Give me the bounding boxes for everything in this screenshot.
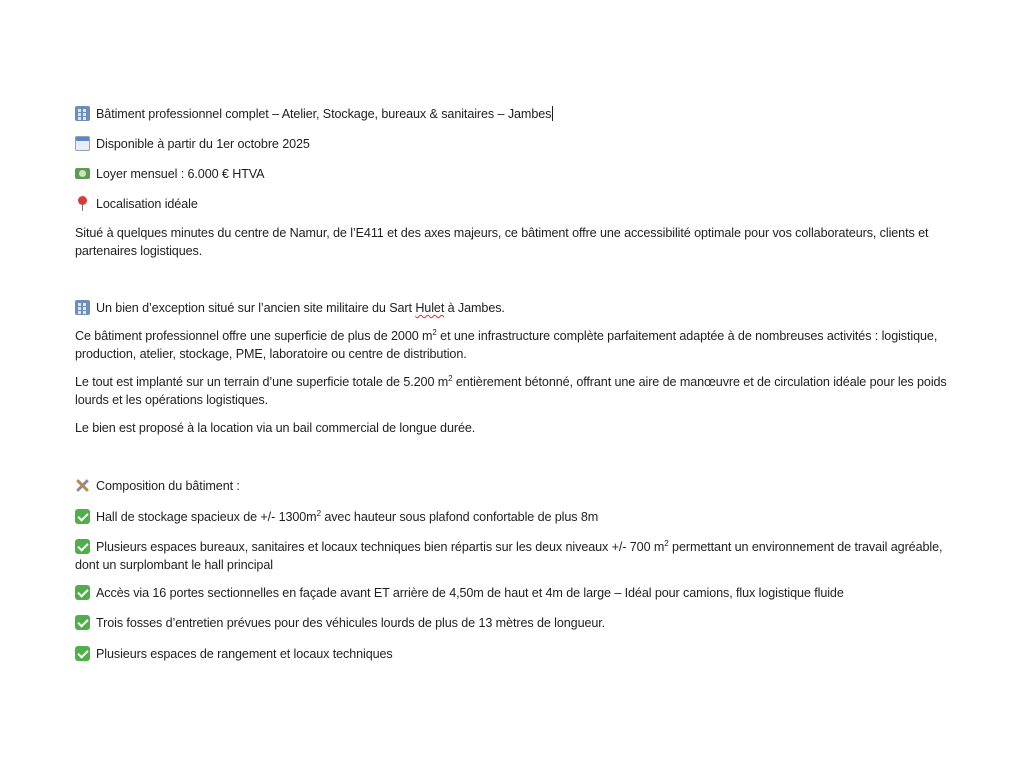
land-paragraph[interactable]	[75, 373, 955, 409]
check-mark-icon	[75, 615, 90, 630]
availability-line[interactable]	[75, 135, 310, 153]
location-heading-line[interactable]	[75, 195, 198, 213]
check-mark-icon	[75, 585, 90, 600]
superscript: 2	[448, 374, 453, 383]
superscript: 2	[432, 328, 437, 337]
surface-text-start: Ce bâtiment professionnel offre une superficie de plus de 2000 m	[75, 329, 433, 343]
item-text: Accès via 16 portes sectionnelles en façade avant ET arrière de 4,50m de haut et 4m de large – Idéal pour camions, flux logistique fluide	[96, 586, 844, 600]
land-text-end: entièrement bétonné, offrant une aire de manœuvre et de circulation idéale pour les poids lourds et les opérations logistiques.	[75, 375, 947, 407]
location-heading[interactable]: Localisation idéale	[96, 197, 198, 211]
check-mark-icon	[75, 646, 90, 661]
misspelled-word[interactable]: Hulet	[415, 301, 445, 315]
exception-heading-end[interactable]: à Jambes.	[444, 301, 505, 315]
list-item-doors[interactable]	[75, 584, 955, 602]
item-text-end: avec hauteur sous plafond confortable de plus 8m	[320, 510, 599, 524]
office-building-icon	[75, 300, 90, 315]
item-text-end: permettant un environnement de travail agréable, dont un surplombant le hall principal	[75, 540, 943, 572]
title-line[interactable]	[75, 105, 553, 123]
superscript: 2	[316, 509, 321, 518]
office-building-icon	[75, 106, 90, 121]
item-text: Plusieurs espaces de rangement et locaux techniques	[96, 647, 393, 661]
list-item-storage-spaces[interactable]	[75, 645, 955, 663]
money-icon	[75, 168, 90, 179]
hammer-and-wrench-icon	[75, 478, 90, 493]
superscript: 2	[664, 539, 669, 548]
text-cursor	[552, 106, 553, 121]
lease-paragraph[interactable]: Le bien est proposé à la location via un bail commercial de longue durée.	[75, 421, 476, 435]
rent-line[interactable]	[75, 165, 264, 183]
composition-heading[interactable]: Composition du bâtiment :	[96, 479, 240, 493]
surface-paragraph[interactable]	[75, 327, 955, 363]
round-pushpin-icon	[75, 196, 90, 211]
composition-heading-line[interactable]	[75, 477, 240, 495]
exception-heading-start[interactable]: Un bien d’exception situé sur l’ancien site militaire du Sart	[96, 301, 416, 315]
surface-text-end: et une infrastructure complète parfaitement adaptée à de nombreuses activités : logistique, production, atelier, stockage, PME, laboratoire ou centre de distribution.	[75, 329, 938, 361]
listing-title[interactable]: Bâtiment professionnel complet – Atelier, Stockage, bureaux & sanitaires – Jambes	[96, 107, 552, 121]
check-mark-icon	[75, 539, 90, 554]
list-item-offices[interactable]	[75, 538, 955, 574]
location-paragraph[interactable]: Situé à quelques minutes du centre de Namur, de l’E411 et des axes majeurs, ce bâtiment offre une accessibilité optimale pour vos collaborateurs, clients et partenaires logistiques.	[75, 226, 929, 258]
list-item-maintenance-pits[interactable]	[75, 614, 955, 632]
availability-text[interactable]: Disponible à partir du 1er octobre 2025	[96, 137, 310, 151]
item-text-start: Plusieurs espaces bureaux, sanitaires et locaux techniques bien répartis sur les deux niveaux +/- 700 m	[96, 540, 665, 554]
list-item-storage-hall[interactable]	[75, 508, 955, 526]
land-text-start: Le tout est implanté sur un terrain d’une superficie totale de 5.200 m	[75, 375, 449, 389]
item-text: Trois fosses d’entretien prévues pour des véhicules lourds de plus de 13 mètres de longueur.	[96, 616, 606, 630]
item-text-start: Hall de stockage spacieux de +/- 1300m	[96, 510, 317, 524]
rent-text[interactable]: Loyer mensuel : 6.000 € HTVA	[96, 167, 265, 181]
calendar-icon	[75, 136, 90, 151]
exception-heading-line[interactable]	[75, 299, 505, 317]
check-mark-icon	[75, 509, 90, 524]
